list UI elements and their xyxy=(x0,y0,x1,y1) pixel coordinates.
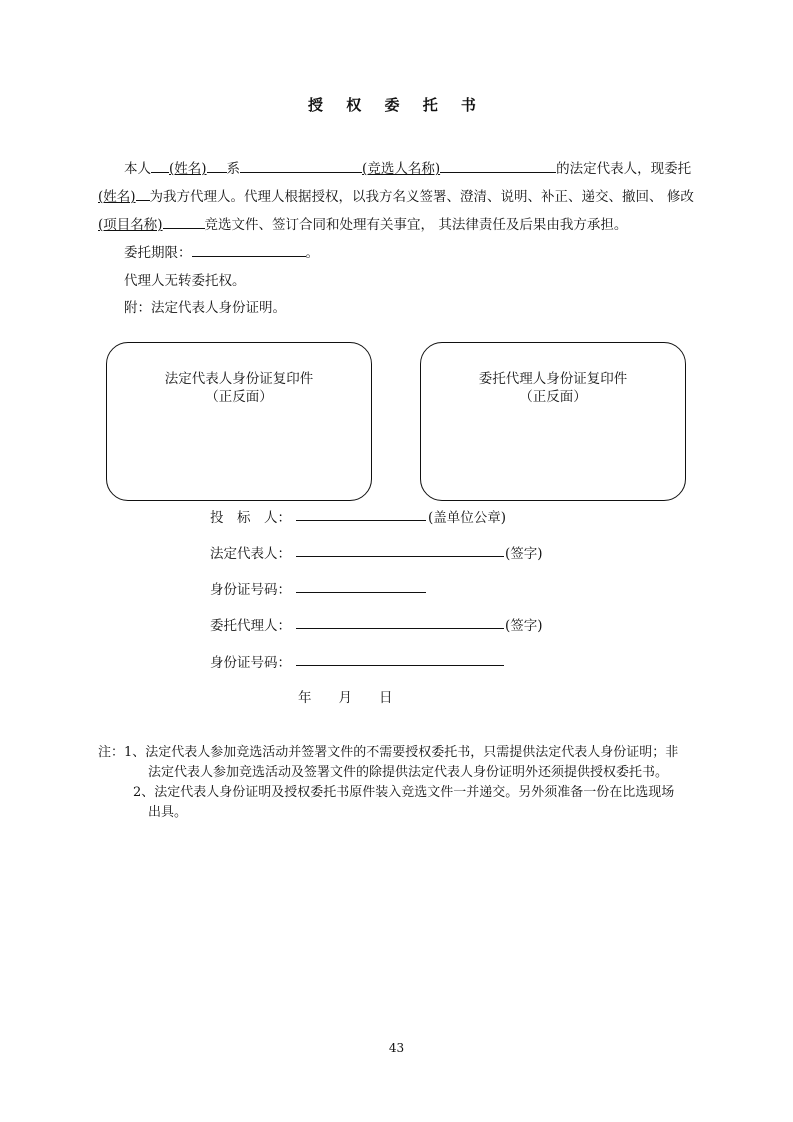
project-name-placeholder[interactable]: (项目名称) xyxy=(98,217,163,233)
attachment-text: 附：法定代表人身份证明。 xyxy=(124,300,286,316)
agent-sign-note: (签字) xyxy=(505,618,543,634)
line3-text: 竞选文件、签订合同和处理有关事宜， 其法律责任及后果由我方承担。 xyxy=(204,217,628,233)
blank-post-name-2[interactable] xyxy=(136,187,150,201)
bidder-seal-note: (盖单位公章) xyxy=(428,510,507,526)
agent-signature-field[interactable] xyxy=(296,628,504,629)
legal-rep-id-copy-box[interactable] xyxy=(106,342,372,501)
note-2-line-1: 2、法定代表人身份证明及授权委托书原件装入竞选文件一并递交。另外须准备一份在比选现场 xyxy=(133,785,675,800)
blank-post-project[interactable] xyxy=(163,215,205,229)
bidder-label: 投 标 人： xyxy=(210,510,291,526)
notes-prefix: 注： xyxy=(98,745,125,760)
agent-id-copy-sides: （正反面） xyxy=(519,389,587,405)
bidder-field[interactable] xyxy=(296,520,426,521)
agent-id-copy-label: 委托代理人身份证复印件 xyxy=(478,371,628,387)
page-number: 43 xyxy=(388,1041,405,1055)
agent-label: 委托代理人： xyxy=(210,618,291,634)
line1-suffix: 的法定代表人，现委托 xyxy=(556,161,692,177)
agent-id-copy-box[interactable] xyxy=(420,342,686,501)
line1-prefix: 本人 xyxy=(124,161,151,177)
document-title: 授 权 委 托 书 xyxy=(308,96,485,114)
id-number-field-2[interactable] xyxy=(296,665,504,666)
blank-pre-name[interactable] xyxy=(151,159,169,173)
authorization-line-1 xyxy=(124,157,691,177)
blank-post-org[interactable] xyxy=(440,159,556,173)
legal-rep-id-copy-label: 法定代表人身份证复印件 xyxy=(164,371,314,387)
blank-post-name[interactable] xyxy=(207,159,227,173)
date-line[interactable]: 年 月 日 xyxy=(298,690,393,706)
note-2-line-2: 出具。 xyxy=(148,805,188,820)
blank-pre-org[interactable] xyxy=(240,159,362,173)
line2-text: 为我方代理人。代理人根据授权，以我方名义签署、澄清、说明、补正、递交、撤回、 修改 xyxy=(149,189,694,205)
org-name-placeholder[interactable]: (竞选人名称) xyxy=(362,161,441,177)
no-delegation-text: 代理人无转委托权。 xyxy=(124,273,246,289)
id-number-label-1: 身份证号码： xyxy=(210,582,291,598)
id-number-field-1[interactable] xyxy=(296,592,426,593)
authorization-line-3 xyxy=(98,213,627,233)
line1-mid: 系 xyxy=(226,161,241,177)
legal-rep-signature-field[interactable] xyxy=(296,556,504,557)
legal-rep-label: 法定代表人： xyxy=(210,546,291,562)
legal-rep-id-copy-sides: （正反面） xyxy=(205,389,273,405)
id-number-label-2: 身份证号码： xyxy=(210,655,291,671)
term-field[interactable] xyxy=(192,243,306,257)
term-end: 。 xyxy=(305,245,319,261)
authorization-line-2 xyxy=(98,185,694,205)
note-1-line-2: 法定代表人参加竞选活动及签署文件的除提供法定代表人身份证明外还须提供授权委托书。 xyxy=(148,765,669,780)
name-placeholder-1[interactable]: (姓名) xyxy=(169,161,207,177)
term-line xyxy=(124,241,319,261)
note-1-line-1: 1、法定代表人参加竞选活动并签署文件的不需要授权委托书，只需提供法定代表人身份证明；非 xyxy=(124,745,679,760)
name-placeholder-2[interactable]: (姓名) xyxy=(98,189,136,205)
legal-rep-sign-note: (签字) xyxy=(505,546,543,562)
term-label: 委托期限： xyxy=(124,245,192,261)
